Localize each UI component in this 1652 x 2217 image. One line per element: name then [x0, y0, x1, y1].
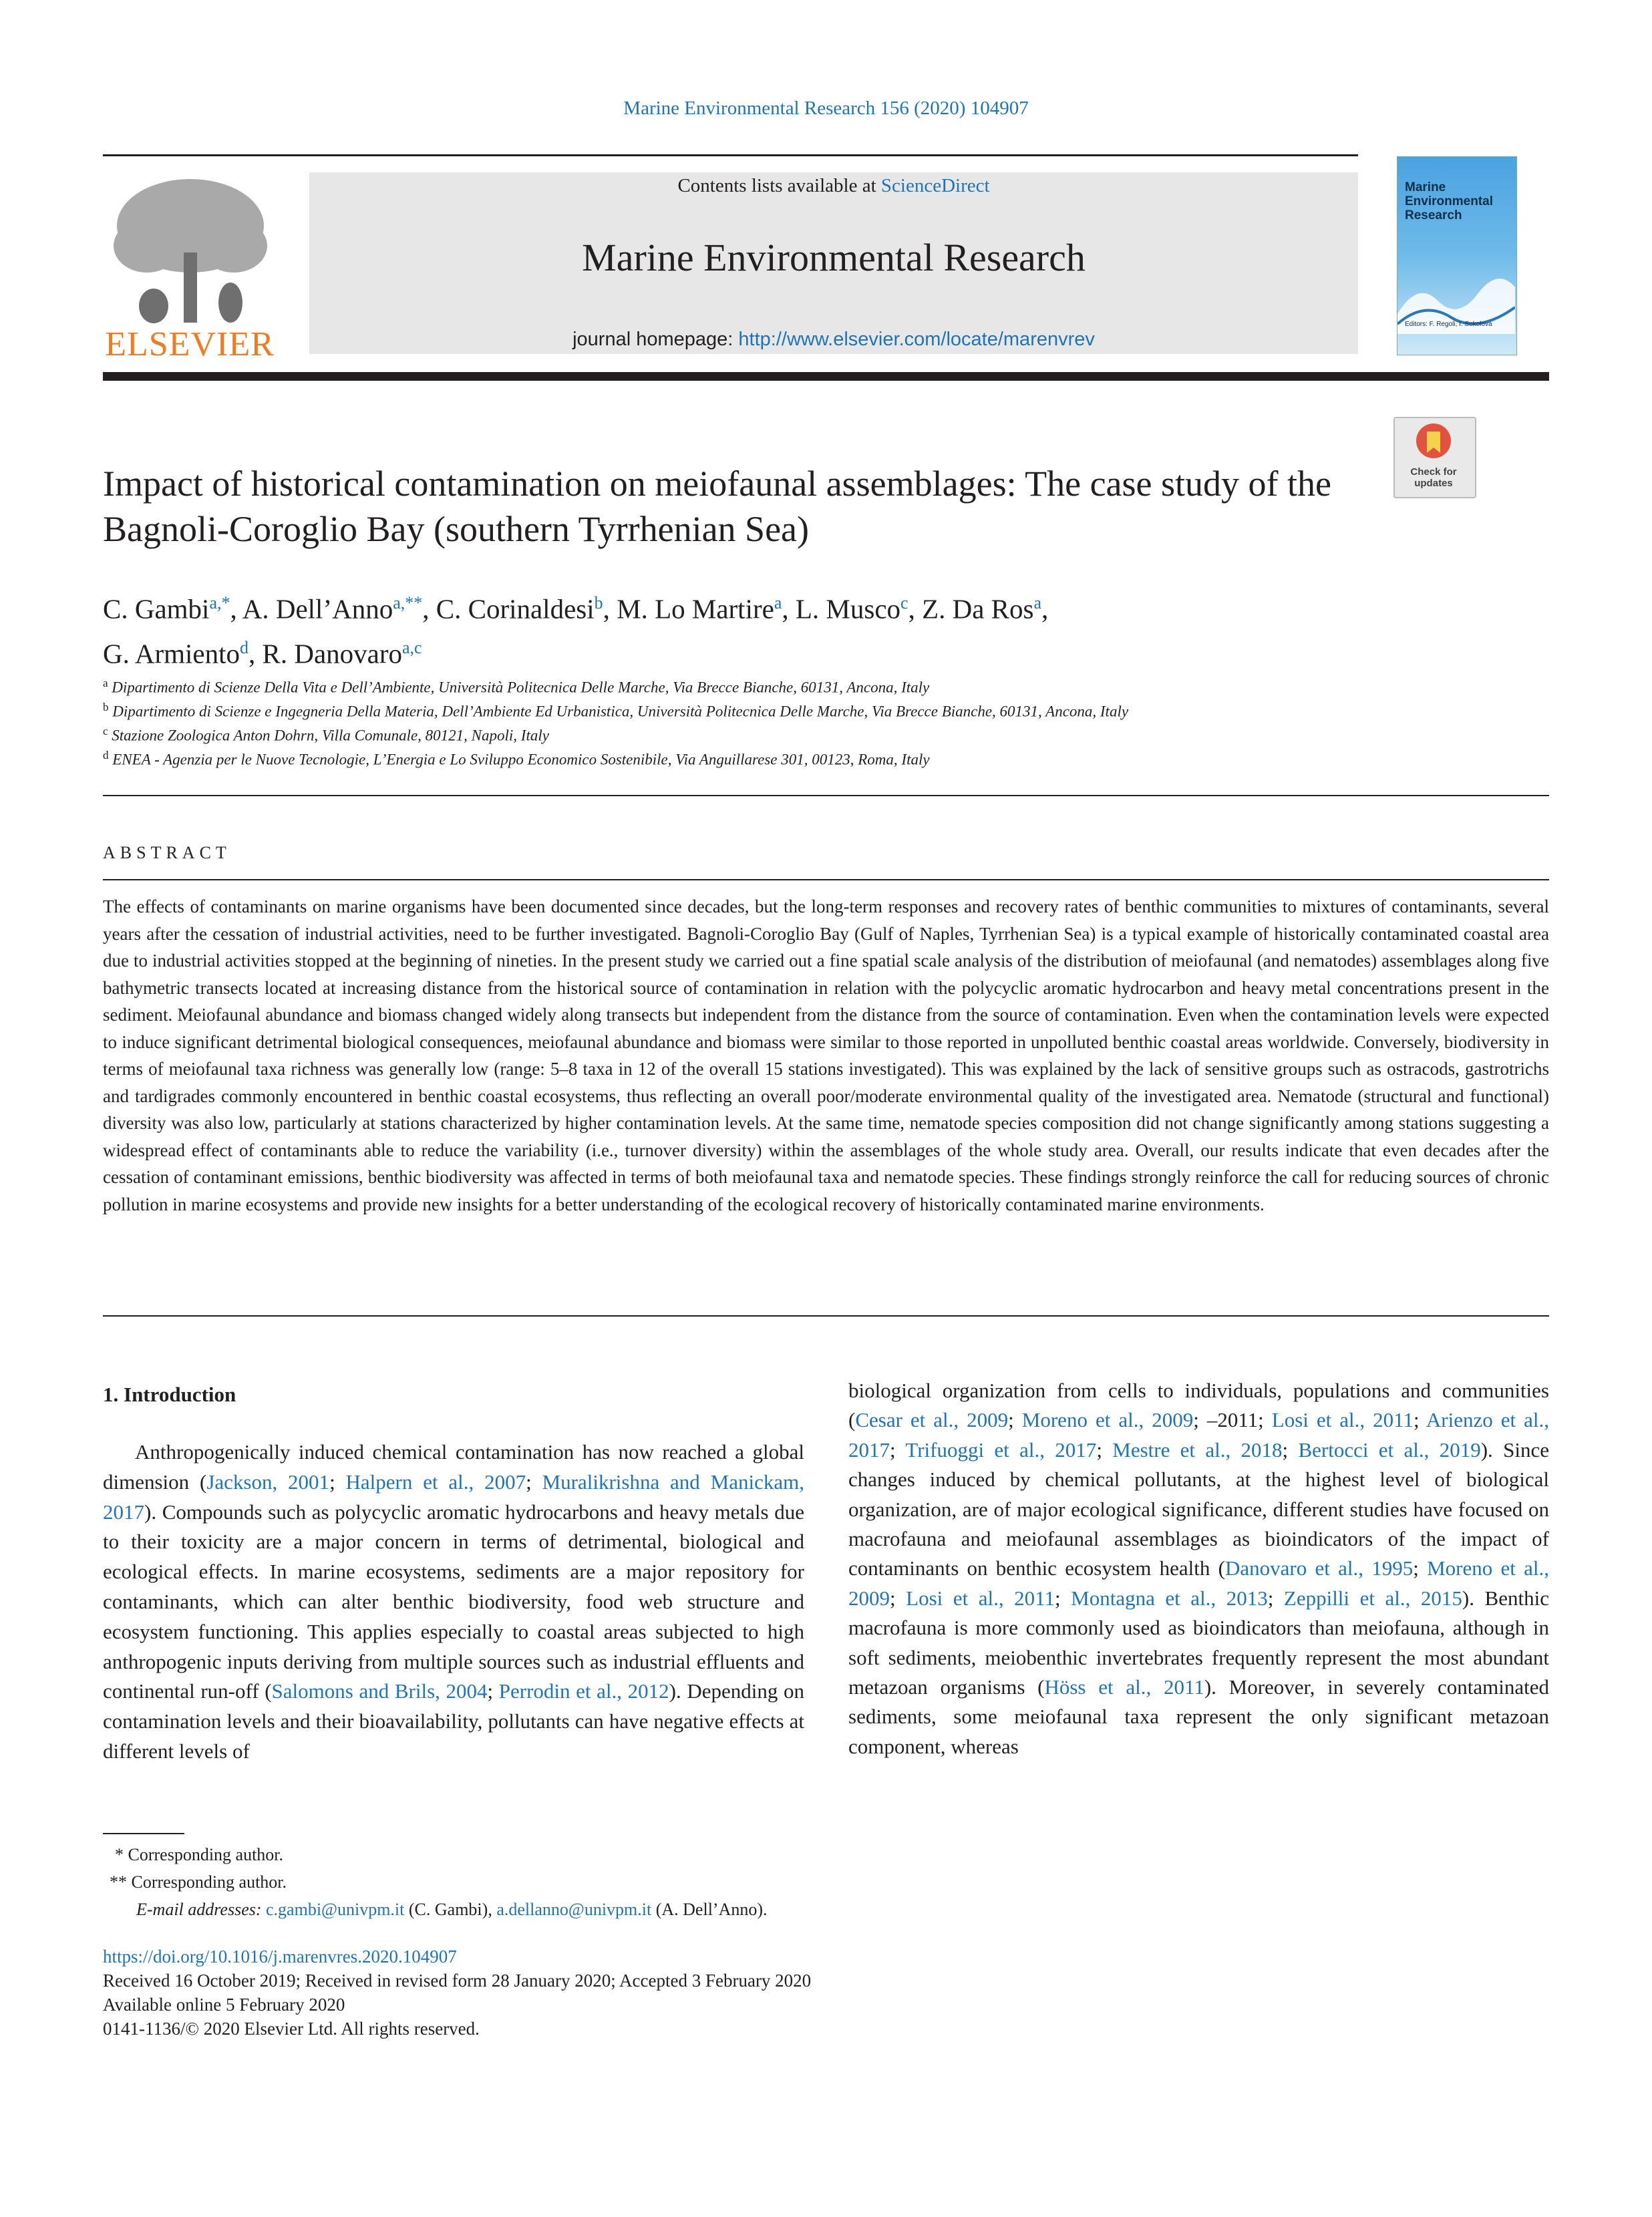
citation-link[interactable]: Trifuoggi et al., 2017: [905, 1437, 1097, 1462]
abstract-body: The effects of contaminants on marine organisms have been documented since decades, but the long-term responses and recovery rates of benthic communities to mixtures of contaminants, several years after the cessation of industrial activities, need to be further investigated. Bagnoli-Coroglio Bay (Gulf of Naples, Tyrrhenian Sea) is a typical example of historically contaminated coastal area due to industrial activities stopped at the beginning of nineties. In the present study we carried out a fine spatial scale analysis of the distribution of meiofaunal (and nematodes) assemblages along five bathymetric transects located at increasing distance from the historical source of contamination in relation with the polycyclic aromatic hydrocarbon and heavy metal concentrations present in the sediment. Meiofaunal abundance and biomass changed widely along transects but independent from the distance from the source of contamination. Even when the contamination levels were expected to induce significant detrimental biological consequences, meiofaunal abundance and biomass were similar to those reported in unpolluted benthic coastal areas worldwide. Conversely, biodiversity in terms of meiofaunal taxa richness was generally low (range: 5–8 taxa in 12 of the overall 15 stations investigated). This was explained by the lack of sensitive groups such as ostracods, gastrotrichs and tardigrades commonly encountered in benthic coastal ecosystems, thus reflecting an overall poor/moderate environmental quality of the investigated area. Nematode (structural and functional) diversity was also low, particularly at stations characterized by higher contamination levels. At the same time, nematode species composition did not change significantly among stations suggesting a widespread effect of contaminants able to reduce the variability (i.e., turnover diversity) within the assemblages of the whole study area. Overall, our results indicate that even decades after the cessation of contaminant emissions, benthic biodiversity was affected in terms of both meiofaunal taxa and nematode species. These findings strongly reinforce the call for reducing sources of chronic pollution in marine ecosystems and provide new insights for a better understanding of the ecological recovery of historically contaminated marine environments.: [103, 896, 1549, 1214]
author-list: C. Gambi$^{a,*}$, A. Dell’Anno$^{a,**}$, C. Corinaldesi$^b$, M. Lo Martire$^a$, L. Musco$^c$, Z. Da Ros$^a$, G. Armiento$^d$, R. Danovaro$^{a,c}$: [103, 593, 1049, 669]
journal-name: Marine Environmental Research: [582, 236, 1086, 279]
body-text: Anthropogenically induced chemical contamination has now reached a global dimension (: [103, 1440, 804, 1494]
homepage-link[interactable]: http://www.elsevier.com/locate/marenvrev: [738, 329, 1095, 350]
author-affil-sup[interactable]: a,**: [393, 593, 423, 613]
author-name: M. Lo Martire: [617, 593, 774, 625]
body-text: ;: [1413, 1556, 1428, 1580]
body-text: ;: [890, 1437, 906, 1462]
contents-line: [309, 175, 1358, 197]
author-name: G. Armiento: [103, 638, 240, 669]
header-top-rule: [103, 154, 1358, 156]
body-text: ;: [1267, 1586, 1284, 1610]
body-text: ;: [487, 1679, 499, 1703]
author-affil-sup[interactable]: b: [594, 593, 603, 613]
body-text: ;: [1096, 1437, 1113, 1462]
email-addresses: E-mail addresses: c.gambi@univpm.it (C. Gambi), a.dellanno@univpm.it (A. Dell’Anno).: [136, 1900, 768, 1919]
cover-title: Marine Environmental Research: [1405, 180, 1493, 222]
author-name: C. Corinaldesi: [436, 593, 595, 625]
sciencedirect-link[interactable]: ScienceDirect: [880, 175, 990, 196]
citation-link[interactable]: Salomons and Brils, 2004: [271, 1679, 488, 1703]
body-text: ; –2011;: [1193, 1408, 1272, 1432]
citation-link[interactable]: Moreno et al., 2009: [848, 1556, 1549, 1610]
abstract-heading: ABSTRACT: [103, 843, 231, 862]
affiliation-d: $^d$ ENEA - Agenzia per le Nuove Tecnologie, L’Energia e Lo Sviluppo Economico Sostenibile, Via Anguillarese 301, 00123, Roma, Italy: [103, 749, 930, 768]
author-name: C. Gambi: [103, 593, 210, 625]
author-affil-sup[interactable]: a: [774, 593, 782, 613]
author-name: Z. Da Ros: [922, 593, 1034, 625]
body-text: ;: [1282, 1437, 1299, 1462]
footnote-rule: [103, 1833, 184, 1834]
body-text: ). Moreover, in severely contaminated sediments, some meiofaunal taxa represent the only significant metazoan component, whereas: [848, 1675, 1550, 1758]
citation-link[interactable]: Höss et al., 2011: [1044, 1675, 1204, 1699]
section-heading-introduction: 1. Introduction: [103, 1383, 236, 1406]
author-affil-sup[interactable]: d: [239, 637, 249, 657]
citation-link[interactable]: Moreno et al., 2009: [1021, 1408, 1194, 1432]
body-text: ;: [890, 1586, 906, 1610]
homepage-label: journal homepage:: [572, 329, 739, 350]
citation-link[interactable]: Bertocci et al., 2019: [1298, 1437, 1481, 1462]
citation-link[interactable]: Danovaro et al., 1995: [1225, 1556, 1414, 1580]
author-affil-sup[interactable]: a,*: [209, 593, 230, 613]
cover-editors: Editors: F. Regoli, I. Sokolova: [1405, 321, 1492, 328]
header-thick-rule: [103, 372, 1549, 381]
body-text: ;: [1008, 1408, 1022, 1432]
body-text: biological organization from cells to individuals, populations and communities (: [848, 1379, 1549, 1432]
author-affil-sup[interactable]: a: [1033, 593, 1042, 613]
body-text: ). Depending on contamination levels and their bioavailability, pollutants can have negative effects at different levels of: [103, 1679, 804, 1763]
affiliation-a: $^a$ Dipartimento di Scienze Della Vita e Dell’Ambiente, Università Politecnica Delle Marche, Via Brecce Bianche, 60131, Ancona, Italy: [103, 677, 930, 696]
email-link-gambi[interactable]: c.gambi@univpm.it: [266, 1900, 405, 1919]
check-for-updates-label: Check for updates: [1410, 466, 1457, 489]
citation-link[interactable]: Mestre et al., 2018: [1112, 1437, 1283, 1462]
body-text: ). Since changes induced by chemical pollutants, at the highest level of biological organization, are of major ecological significance, different studies have focused on macrofauna and meiofaunal assemblages as bioindicators of the impact of contaminants on benthic ecosystem health (: [848, 1437, 1549, 1580]
author-name: L. Musco: [795, 593, 901, 625]
body-text: ). Benthic macrofauna is more commonly used as bioindicators than meiofauna, although in soft sediments, meiobenthic invertebrates frequently represent the most abundant metazoan organisms (: [848, 1586, 1549, 1699]
citation-link[interactable]: Cesar et al., 2009: [855, 1408, 1009, 1432]
body-text: ;: [526, 1470, 542, 1494]
contents-prefix: Contents lists available at: [677, 175, 881, 196]
article-title: Impact of historical contamination on meiofaunal assemblages: The case study of the Bagnoli-Coroglio Bay (southern Tyrrhenian Sea): [103, 464, 1331, 549]
citation-link[interactable]: Jackson, 2001: [206, 1470, 330, 1494]
body-text: ;: [329, 1470, 346, 1494]
citation-link[interactable]: Halpern et al., 2007: [345, 1470, 526, 1494]
doi-link[interactable]: https://doi.org/10.1016/j.marenvres.2020.104907: [103, 1946, 457, 1967]
citation-link[interactable]: Muralikrishna and Manickam, 2017: [103, 1470, 804, 1524]
available-online: Available online 5 February 2020: [103, 1995, 345, 2015]
journal-homepage: [309, 329, 1358, 351]
author-affil-sup[interactable]: a,c: [402, 637, 422, 657]
body-text: ). Compounds such as polycyclic aromatic hydrocarbons and heavy metals due to their toxicity are a major concern in terms of detrimental, biological and ecological effects. In marine ecosystems, sediments are a major repository for contaminants, which can alter benthic biodiversity, food web structure and ecosystem functioning. This applies especially to coastal areas subjected to high anthropogenic inputs deriving from multiple sources such as industrial effluents and continental run-off (: [103, 1500, 804, 1703]
bookmark-icon: [1415, 422, 1452, 464]
intro-right-column: [848, 1376, 1549, 1761]
affiliation-b: $^b$ Dipartimento di Scienze e Ingegneria Della Materia, Dell’Ambiente Ed Urbanistica, Università Politecnica Delle Marche, Via Brecce Bianche, 60131, Ancona, Italy: [103, 701, 1129, 720]
citation-link[interactable]: Losi et al., 2011: [906, 1586, 1055, 1610]
elsevier-tree-logo: [100, 172, 281, 326]
citation-link[interactable]: Losi et al., 2011: [1271, 1408, 1414, 1432]
author-name: R. Danovaro: [262, 638, 402, 669]
citation-link[interactable]: Perrodin et al., 2012: [498, 1679, 669, 1703]
journal-reference[interactable]: Marine Environmental Research 156 (2020) 104907: [623, 98, 1029, 119]
abstract-top-rule: [103, 879, 1549, 880]
abstract-bottom-rule: [103, 1315, 1549, 1317]
affiliation-rule: [103, 795, 1549, 796]
citation-link[interactable]: Montagna et al., 2013: [1071, 1586, 1268, 1610]
citation-link[interactable]: Arienzo et al., 2017: [848, 1408, 1550, 1462]
corresponding-author-2: ** Corresponding author.: [110, 1872, 287, 1892]
author-affil-sup[interactable]: c: [900, 593, 908, 613]
email-link-dellanno[interactable]: a.dellanno@univpm.it: [496, 1900, 652, 1919]
body-text: ;: [1414, 1408, 1426, 1432]
author-name: A. Dell’Anno: [242, 593, 393, 625]
affiliation-c: $^c$ Stazione Zoologica Anton Dohrn, Villa Comunale, 80121, Napoli, Italy: [103, 725, 549, 744]
intro-left-column: [103, 1437, 804, 1767]
body-text: ;: [1055, 1586, 1071, 1610]
elsevier-wordmark: ELSEVIER: [105, 325, 275, 363]
received-dates: Received 16 October 2019; Received in revised form 28 January 2020; Accepted 3 February 2020: [103, 1971, 812, 1991]
copyright: 0141-1136/© 2020 Elsevier Ltd. All rights reserved.: [103, 2019, 480, 2039]
citation-link[interactable]: Zeppilli et al., 2015: [1283, 1586, 1462, 1610]
corresponding-author-1: * Corresponding author.: [115, 1845, 284, 1864]
